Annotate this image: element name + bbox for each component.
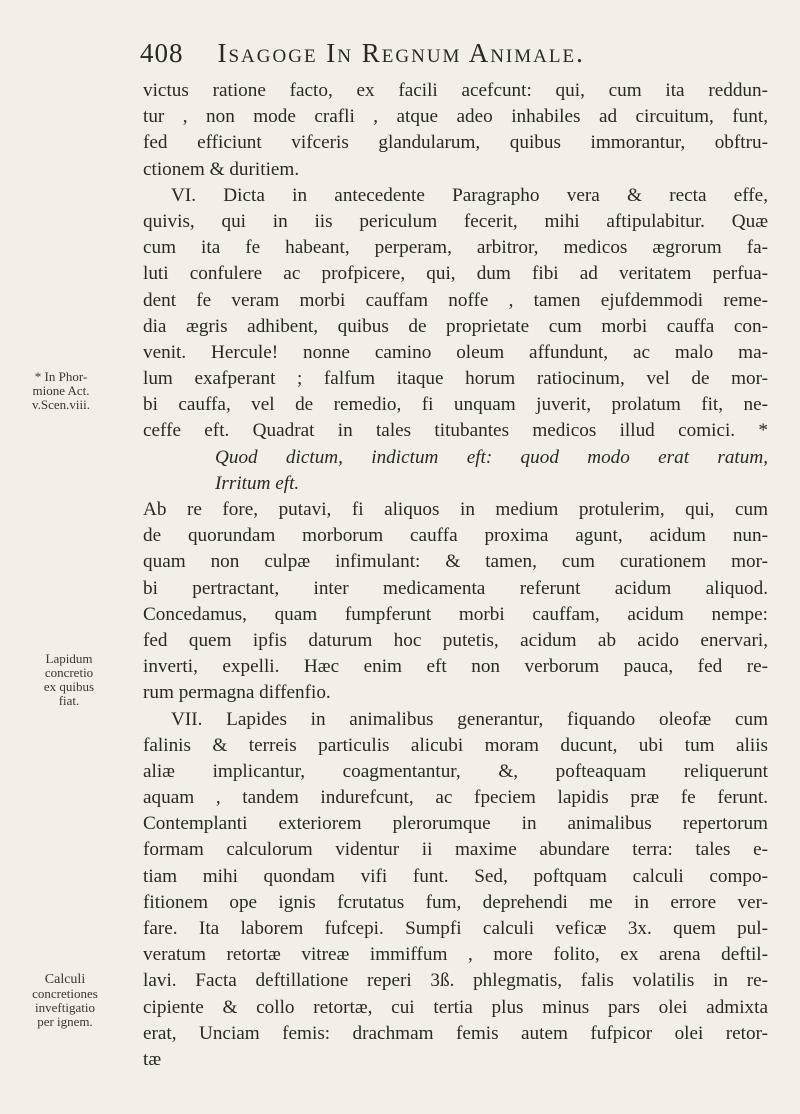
margin-note-line: Lapidum [45,651,93,666]
text-line: bi pertractant, inter medicamenta referunt acidum aliquod. [143,577,768,599]
text-line: erat, Unciam femis: drachmam femis autem fufpicor olei retor- [143,1022,768,1044]
text-line: fare. Ita laborem fufcepi. Sumpfi calculi veficæ 3x. quem pul- [143,918,768,939]
margin-note-phormio [6,370,116,412]
text-line: fed quem ipfis daturum hoc putetis, acidum ab acido enervari, [143,629,768,651]
text-line: quam non culpæ infimulant: & tamen, cum curationem mor- [143,551,768,573]
margin-note-line: Calculi [44,972,86,987]
body-text [143,78,768,1073]
text-line: cum ita fe habeant, perperam, arbitror, medicos ægrorum fa- [143,237,768,259]
text-line: cipiente & collo retortæ, cui tertia plus minus pars olei admixta [143,996,768,1018]
margin-note-line: per ignem. [37,1014,93,1029]
margin-note-line: inveftigatio [35,1000,95,1015]
text-line: inverti, expelli. Hæc enim eft non verborum pauca, fed re- [143,656,768,678]
text-line: rum permagna diffenfio. [143,682,331,704]
margin-note-lapidum [14,652,124,708]
text-line: quivis, qui in iis periculum fecerit, mihi aftipulabitur. Quæ [143,210,768,232]
margin-note-line: v.Scen.viii. [31,397,90,412]
text-line: Ab re fore, putavi, fi aliquos in medium protulerim, qui, cum [143,499,768,520]
text-line: tiam mihi quondam vifi funt. Sed, poftquam calculi compo- [143,865,768,887]
text-line: luti confulere ac profpicere, qui, dum fibi ad veritatem perfua- [143,263,768,285]
text-line: de quorundam morborum cauffa proxima agunt, acidum nun- [143,525,768,547]
text-line: tæ [143,1048,162,1070]
margin-note-line: fiat. [58,693,80,708]
text-line: victus ratione facto, ex facili acefcunt: qui, cum ita reddun- [143,80,768,101]
page-header [140,38,760,78]
margin-note-line: ex quibus [43,679,95,694]
text-line: aliæ implicantur, coagmentantur, &, pofteaquam reliquerunt [143,760,768,782]
running-head: Isagoge In Regnum Animale. [217,38,585,68]
text-line: dia ægris adhibent, quibus de proprietate cum morbi cauffa con- [143,315,768,337]
text-line: Contemplanti exteriorem plerorumque in animalibus repertorum [143,813,768,835]
margin-note-line: concretiones [32,986,98,1001]
text-line: venit. Hercule! nonne camino oleum affundunt, ac malo ma- [143,341,768,363]
text-line: tur , non mode crafli , atque adeo inhabiles ad circuitum, funt, [143,106,768,128]
text-line: Irritum eft. [215,472,300,494]
text-line: fed efficiunt vifceris glandularum, quibus immorantur, obftru- [143,132,768,154]
text-line: lum exafperant ; falfum itaque horum ratiocinum, vel de mor- [143,368,768,390]
text-line: falinis & terreis particulis alicubi moram ducunt, ubi tum aliis [143,734,768,756]
text-line: fitionem ope ignis fcrutatus fum, deprehendi me in errore ver- [143,891,768,913]
text-line: lavi. Facta deftillatione reperi 3ß. phlegmatis, falis volatilis in re- [143,970,768,992]
text-line: Concedamus, quam fumpferunt morbi cauffam, acidum nempe: [143,603,768,625]
page-number: 408 [140,38,184,68]
text-line: VI. Dicta in antecedente Paragrapho vera & recta effe, [171,184,768,206]
text-line: dent fe veram morbi cauffam noffe , tamen ejufdemmodi reme- [143,289,768,311]
text-line: Quod dictum, indictum eft: quod modo erat ratum, [215,446,768,468]
margin-note-line: mione Act. [32,383,90,398]
text-line: formam calculorum videntur ii maxime abundare terra: tales e- [143,839,768,861]
text-line: aquam , tandem indurefcunt, ac fpeciem lapidis præ fe ferunt. [143,787,768,809]
margin-note-calculi [10,973,120,1029]
margin-note-line: * In Phor- [34,369,88,384]
margin-note-line: concretio [44,665,94,680]
text-line: ceffe eft. Quadrat in tales titubantes medicos illud comici. * [143,420,768,442]
text-line: bi cauffa, vel de remedio, fi unquam juverit, prolatum fit, ne- [143,394,768,416]
text-line: ctionem & duritiem. [143,158,300,180]
text-line: veratum retortæ vitreæ immiffum , more folito, ex arena deftil- [143,944,768,966]
text-line: VII. Lapides in animalibus generantur, fiquando oleofæ cum [171,708,768,730]
